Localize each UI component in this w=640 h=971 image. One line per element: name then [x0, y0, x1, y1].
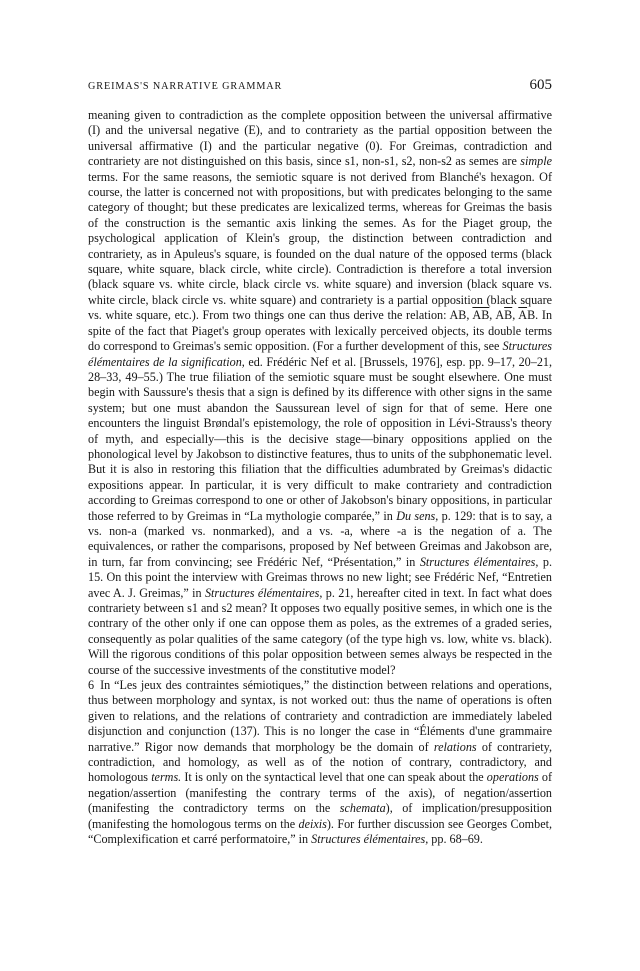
footnote-number: 6 [88, 678, 95, 693]
running-title: GREIMAS'S NARRATIVE GRAMMAR [88, 81, 283, 92]
text-segment: In “Les jeux des contraintes sémiotiques,” the distinction between relations and operations, thus between morphology and syntax, is not worked out: thus the name of operations is often given to relations, and the relations of contrariety and contradiction are immediately labeled disjunction and conjunction (137). This is no longer the case in “Éléments d'une grammaire narrative.” Rigor now demands that morphology be the domain of [88, 678, 552, 754]
text-segment: It is only on the syntactical level that one can speak about the [181, 770, 487, 785]
text-segment: B. In spite of the fact that Piaget's group operates with lexically perceived objects, its double terms do correspond to Greimas's semic opposition. (For a further development of this, see [88, 308, 553, 354]
text-segment: ed. Frédéric Nef et al. [Brussels, 1976], esp. pp. 9–17, 20–21, 28–33, 49–55.) The true filiation of the semiotic square must be sought elsewhere. One must begin with Saussure's thesis that a sign is defined by its difference with other signs in the same system; but one must abandon the Saussurean level of sign for that of seme. Here one encounters the linguist Brøndal's epistemology, the role of opposition in Lévi-Strauss's theory of myth, and especially—this is the decisive stage—binary oppositions applied on the phonological level by Jakobson to distinctive features, thus to units of the subphonematic level. But it is also in restoring this filiation that the difficulties adumbrated by Greimas's didactic expositions appear. In particular, it is very difficult to make contrariety and contradiction according to Greimas correspond to one or other of Jakobson's binary oppositions, in particular those referred to by Greimas in “La mythologie comparée,” in [88, 354, 552, 523]
text-segment: p. 21, hereafter cited in text. In fact what does contrariety between s1 and s2 mean? It opposes two equally positive semes, in which one is the contrary of the other only if one can oppose them as poles, as the extremes of a graded series, consequently as polar qualities of the same category (of the type high vs. low, white vs. black). Will the rigorous conditions of this polar opposition between semes always be respected in the course of the successive investments of the constitutive model? [88, 585, 552, 677]
italic-text: Structures élémentaires, [311, 832, 429, 847]
italic-text: deixis [298, 816, 327, 831]
text-segment: , [512, 308, 519, 323]
page-header [88, 70, 552, 94]
italic-text: relations [433, 739, 477, 754]
text-segment: of negation/assertion (manifesting the contrary terms of the axis), of negation/assertion (manifesting the contradictory terms on the [88, 770, 552, 816]
italic-text: Du sens, [396, 508, 439, 523]
footnote-continued [88, 108, 552, 678]
footnotes [88, 108, 552, 848]
text-segment: p. 15. On this point the interview with Greimas throws no new light; see Frédéric Nef, “Entretien avec A. J. Greimas,” in [88, 554, 553, 600]
text-segment: pp. 68–69. [428, 832, 483, 847]
footnote-6 [88, 678, 552, 847]
overbar-text: $\overline{AB}$ [472, 308, 490, 323]
text-segment: p. 129: that is to say, a vs. non-a (marked vs. nonmarked), and a vs. -a, where -a is the negation of a. The equivalences, or rather the comparisons, proposed by Nef between Greimas and Jakobson are, in turn, far from convincing; see Frédéric Nef, “Présentation,” in [88, 508, 552, 569]
text-segment: terms. For the same reasons, the semiotic square is not derived from Blanché's hexagon. Of course, the latter is concerned not with propositions, but with predicates belonging to the same category of thought; but these predicates are lexicalized terms, whereas for Greimas the basis of the construction is the semantic axis linking the semes. As for the Piaget group, the psychological application of Klein's group, the distinction between contradiction and contrariety, as in Apuleus's square, is founded on the dual nature of the opposed terms (black square, white square, black circle, white circle). Contradiction is therefore a total inversion (black square vs. white circle, black circle vs. white square) and inversion (black square vs. white circle, black circle vs. white square) and contrariety is a partial opposition (black square vs. white square, etc.). From two things one can thus derive the relation: AB, [88, 169, 552, 323]
italic-text: Structures élémentaires, [204, 585, 323, 600]
text-segment: meaning given to contradiction as the complete opposition between the universal affirmative (I) and the universal negative (E), and to contrariety as the partial opposition between the universal affirmative (I) and the particular negative (0). For Greimas, contradiction and contrariety are not distinguished on this basis, since s1, non-s1, s2, non-s2 as semes are [88, 108, 552, 169]
overbar-text: $\overline{A}$ [518, 308, 528, 323]
text-segment: ), of implication/presupposition (manifesting the homologous terms on the [88, 801, 552, 831]
italic-text: terms. [151, 770, 182, 785]
overbar-text: $\overline{B}$ [504, 308, 513, 323]
text-segment: of contrariety, contradiction, and homology, as well as of the notion of contrary, contradictory, and homologous [88, 739, 552, 785]
page-number: 605 [529, 77, 552, 93]
text-segment: , A [489, 308, 505, 323]
italic-text: schemata [339, 801, 386, 816]
italic-text: operations [486, 770, 539, 785]
italic-text: Structures élémentaires de la signification, [88, 339, 552, 369]
text-segment: ). For further discussion see Georges Combet, “Complexification et carré performatoire,” in [88, 816, 552, 847]
italic-text: simple [520, 154, 552, 169]
italic-text: Structures élémentaires, [419, 554, 539, 569]
